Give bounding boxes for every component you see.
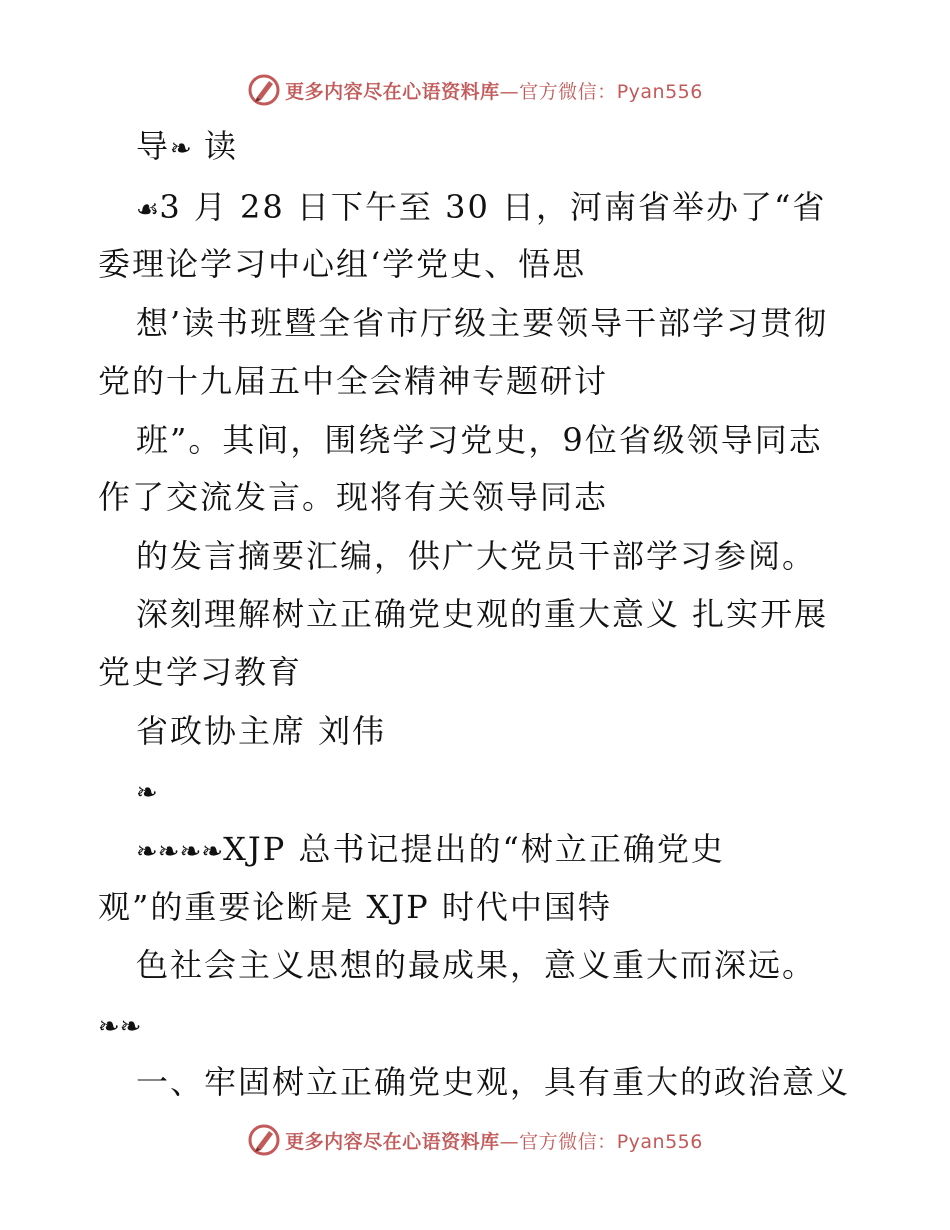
doc-line-3: 委理论学习中心组‘学党史、悟思 <box>98 245 587 283</box>
section-heading: 深刻理解树立正确党史观的重大意义 扎实开展 <box>136 595 829 633</box>
ornament-icon: ❧❧ <box>98 1012 142 1042</box>
ornament-icon: ❧❧❧❧ <box>136 837 224 867</box>
ornament-icon: ❧ <box>170 134 192 164</box>
watermark-text: 更多内容尽在心语资料库—官方微信：Pyan556 <box>285 80 703 103</box>
watermark-footer <box>0 1120 950 1160</box>
subsection-heading: 一、牢固树立正确党史观，具有重大的政治意义 <box>136 1063 851 1101</box>
doc-line-13: ❧❧❧❧XJP 总书记提出的“树立正确党史 <box>136 830 725 868</box>
doc-line-6: 班”。其间，围绕学习党史，9位省级领导同志 <box>136 421 823 459</box>
doc-line-15: 色社会主义思想的最成果，意义重大而深远。 <box>136 946 817 984</box>
doc-line-ornament-2 <box>98 1004 950 1047</box>
doc-line-5: 党的十九届五中全会精神专题研讨 <box>98 362 609 400</box>
watermark-header <box>0 70 950 110</box>
doc-line-14: 观”的重要论断是 XJP 时代中国特 <box>98 888 612 926</box>
pen-logo-icon <box>247 73 281 107</box>
pen-logo-icon <box>247 1123 281 1157</box>
doc-line-7: 作了交流发言。现将有关领导同志 <box>98 478 609 516</box>
doc-line-1: 导❧ 读 <box>136 127 238 165</box>
watermark-text: 更多内容尽在心语资料库—官方微信：Pyan556 <box>285 1130 703 1153</box>
ornament-icon: ❧ <box>136 778 158 808</box>
ornament-icon: ☙ <box>136 195 160 225</box>
section-heading-cont: 党史学习教育 <box>98 653 303 691</box>
doc-line-ornament <box>136 770 950 813</box>
doc-line-2: ☙3 月 28 日下午至 30 日，河南省举办了“省 <box>136 188 827 226</box>
doc-line-4: 想’读书班暨全省市厅级主要领导干部学习贯彻 <box>136 304 829 342</box>
author-line: 省政协主席 刘伟 <box>136 712 387 750</box>
doc-line-8: 的发言摘要汇编，供广大党员干部学习参阅。 <box>136 537 817 575</box>
